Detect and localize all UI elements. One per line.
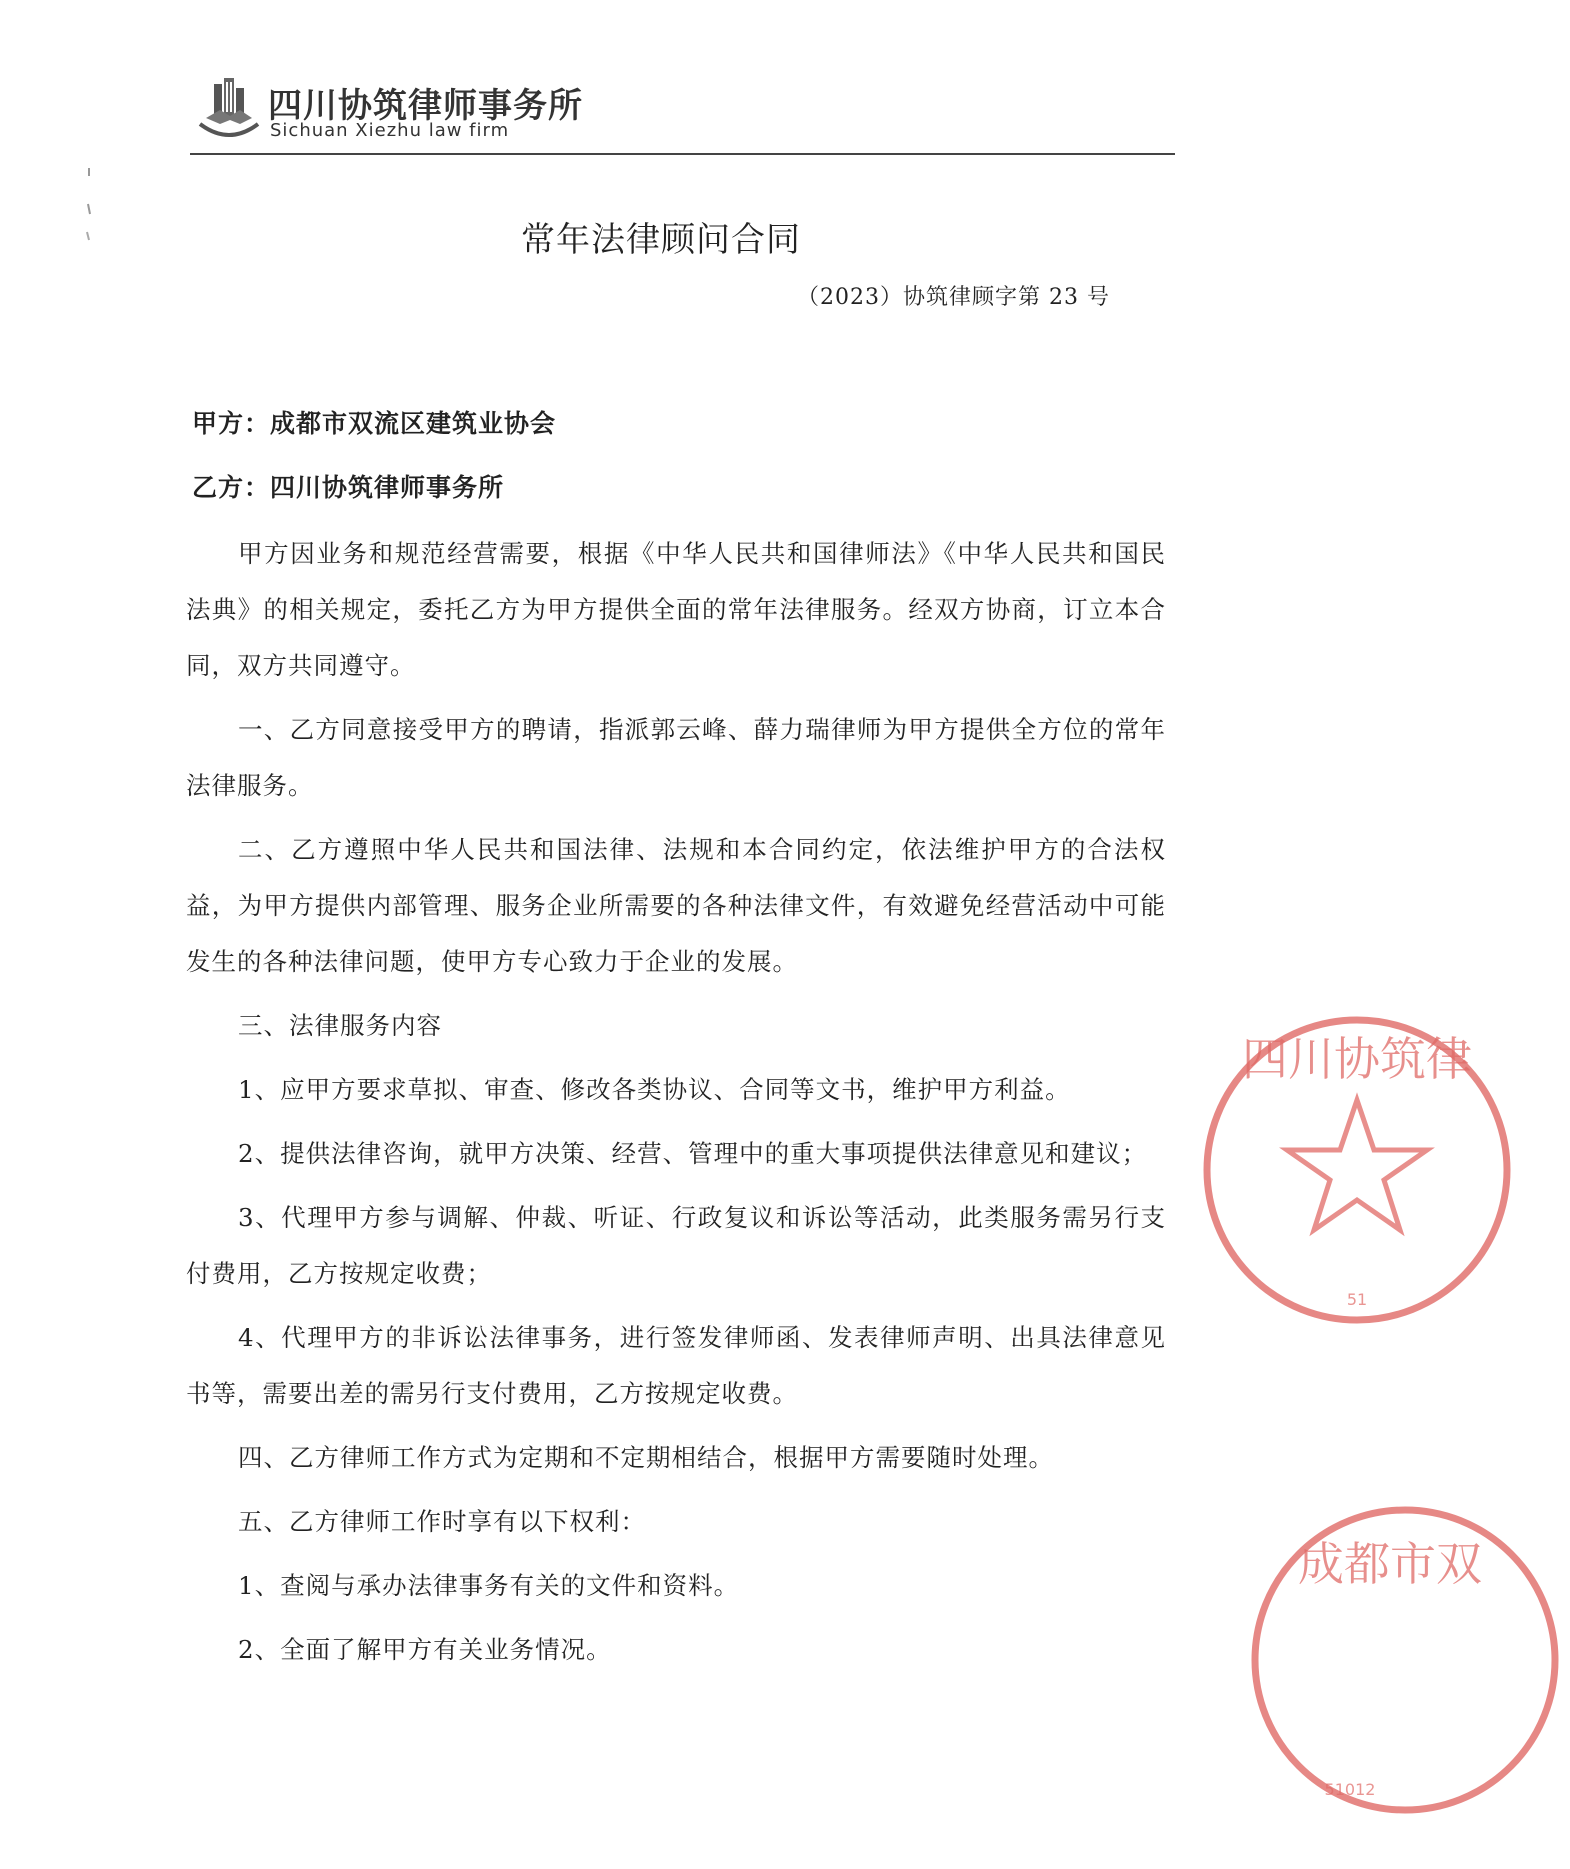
svg-text:成都市双: 成都市双 [1298,1537,1482,1591]
association-seal-stamp [1240,1495,1570,1825]
header-divider [190,153,1175,155]
contract-body [186,526,1166,1686]
paragraph-clause-4: 四、乙方律师工作方式为定期和不定期相结合，根据甲方需要随时处理。 [238,1443,1054,1472]
building-handshake-logo-icon [194,74,264,144]
paragraph-clause-5-heading: 五、乙方律师工作时享有以下权利： [238,1507,646,1536]
party-b: 乙方：四川协筑律师事务所 [192,473,505,502]
paragraph-preamble: 甲方因业务和规范经营需要，根据《中华人民共和国律师法》《中华人民共和国民法典》的相关规定，委托乙方为甲方提供全面的常年法律服务。经双方协商，订立本合同，双方共同遵守。 [186,539,1166,680]
firm-name-en: Sichuan Xiezhu law firm [270,120,510,141]
paragraph-clause-1: 一、乙方同意接受甲方的聘请，指派郭云峰、薛力瑞律师为甲方提供全方位的常年法律服务。 [186,715,1166,800]
party-a: 甲方：成都市双流区建筑业协会 [192,409,557,438]
svg-text:51012: 51012 [1324,1780,1376,1799]
document-number: （2023）协筑律顾字第 23 号 [797,285,1110,310]
paragraph-service-3: 3、代理甲方参与调解、仲裁、听证、行政复议和诉讼等活动，此类服务需另行支付费用，乙方按规定收费； [186,1203,1166,1288]
paragraph-clause-2: 二、乙方遵照中华人民共和国法律、法规和本合同约定，依法维护甲方的合法权益，为甲方提供内部管理、服务企业所需要的各种法律文件，有效避免经营活动中可能发生的各种法律问题，使甲方专心致力于企业的发展。 [186,835,1166,976]
paragraph-service-2: 2、提供法律咨询，就甲方决策、经营、管理中的重大事项提供法律意见和建议； [238,1139,1148,1168]
svg-text:四川协筑律: 四川协筑律 [1242,1032,1472,1086]
firm-name-cn: 四川协筑律师事务所 [268,86,583,126]
paragraph-clause-3-heading: 三、法律服务内容 [238,1011,442,1040]
svg-text:51: 51 [1346,1290,1368,1309]
paragraph-right-2: 2、全面了解甲方有关业务情况。 [238,1635,612,1664]
paragraph-service-4: 4、代理甲方的非诉讼法律事务，进行签发律师函、发表律师声明、出具法律意见书等，需要出差的需另行支付费用，乙方按规定收费。 [186,1323,1166,1408]
document-title: 常年法律顾问合同 [521,220,801,260]
paragraph-service-1: 1、应甲方要求草拟、审查、修改各类协议、合同等文书，维护甲方利益。 [238,1075,1071,1104]
letterhead [190,70,1180,160]
paragraph-right-1: 1、查阅与承办法律事务有关的文件和资料。 [238,1571,740,1600]
law-firm-seal-stamp [1192,1005,1522,1335]
